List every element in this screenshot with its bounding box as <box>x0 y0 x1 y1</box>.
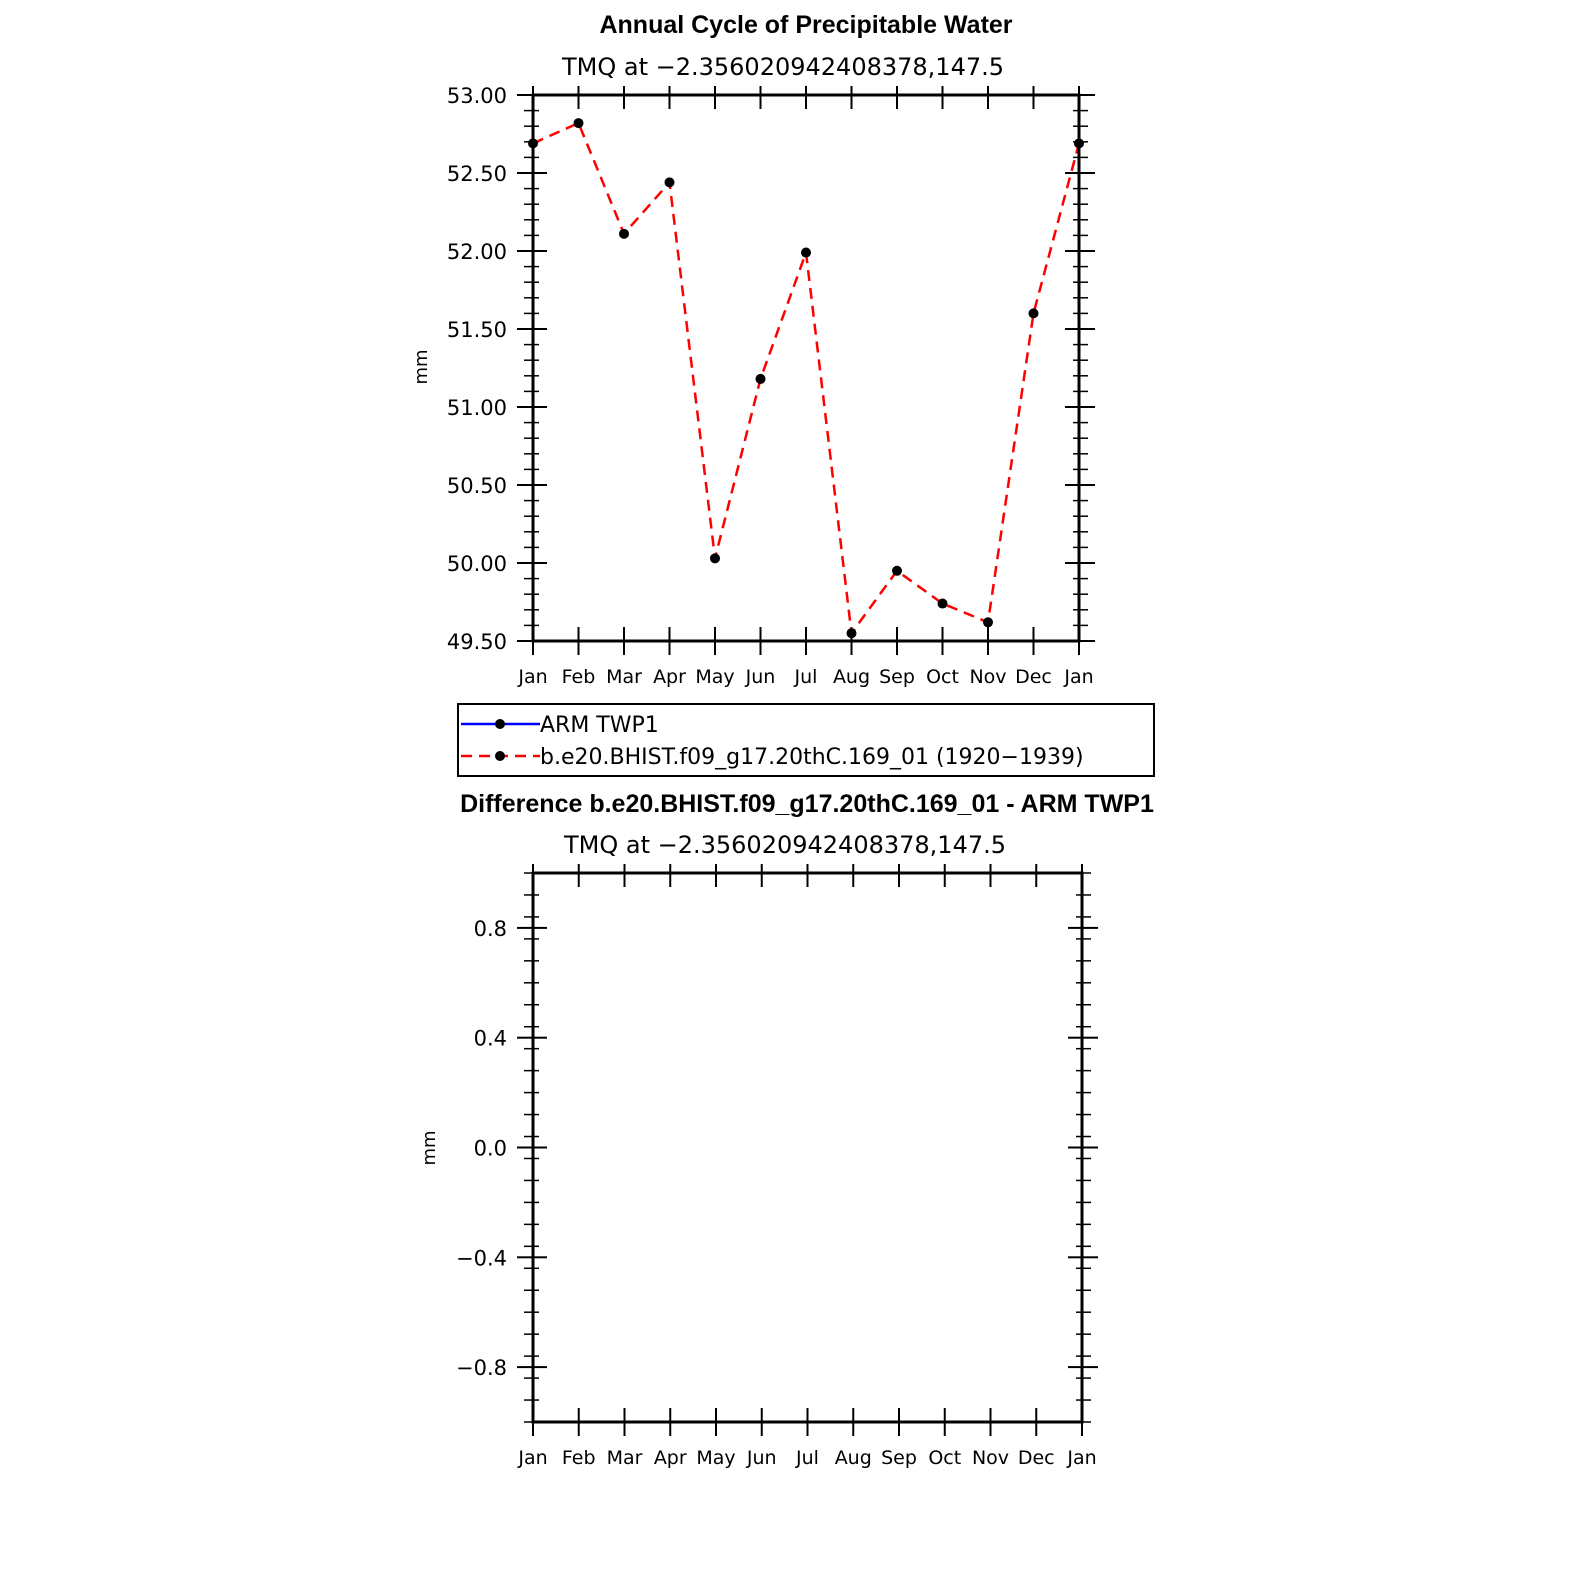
chart2-subtitle: TMQ at −2.356020942408378,147.5 <box>563 831 1007 859</box>
x-tick-label: May <box>696 1447 736 1469</box>
x-tick-label: Mar <box>606 1447 643 1469</box>
x-tick-label: Dec <box>1017 1447 1055 1469</box>
x-tick-label: Nov <box>971 1447 1010 1469</box>
chart2-plot-frame <box>533 873 1082 1422</box>
x-tick-label: May <box>695 666 735 688</box>
x-tick-label: Aug <box>834 1447 872 1469</box>
y-tick-label: 52.50 <box>446 162 507 186</box>
y-tick-label: 0.4 <box>473 1026 507 1051</box>
series-line-1 <box>533 123 1079 633</box>
data-point <box>983 617 993 627</box>
legend <box>458 704 1154 776</box>
data-point <box>710 553 720 563</box>
data-point <box>1029 308 1039 318</box>
legend-marker-arm-twp1 <box>495 719 505 729</box>
x-tick-label: Nov <box>969 666 1007 688</box>
y-tick-label: −0.4 <box>456 1246 507 1271</box>
x-tick-label: Aug <box>832 666 871 688</box>
chart1-y-tick-labels <box>447 84 507 654</box>
data-point <box>574 118 584 128</box>
chart1-title: Annual Cycle of Precipitable Water <box>599 11 1013 39</box>
x-tick-label: Jan <box>1067 1447 1097 1469</box>
y-tick-label: 53.00 <box>446 84 507 108</box>
x-tick-label: Jul <box>794 666 818 688</box>
y-tick-label: 50.50 <box>446 474 507 498</box>
data-point <box>892 566 902 576</box>
y-tick-label: 49.50 <box>446 630 507 654</box>
x-tick-label: Mar <box>606 666 642 688</box>
y-tick-label: −0.8 <box>456 1356 507 1381</box>
chart1-ylabel: mm <box>411 349 432 385</box>
y-tick-label: 0.8 <box>473 916 507 941</box>
difference-chart <box>419 790 1154 1469</box>
data-point <box>756 374 766 384</box>
legend-entry-model <box>461 745 1084 770</box>
x-tick-label: Sep <box>881 1447 917 1469</box>
x-tick-label: Apr <box>653 1447 687 1469</box>
chart2-x-tick-labels <box>517 1447 1096 1469</box>
legend-label-arm-twp1: ARM TWP1 <box>540 713 659 738</box>
x-tick-label: Oct <box>928 1447 962 1469</box>
y-tick-label: 50.00 <box>446 552 507 576</box>
data-point <box>665 177 675 187</box>
x-tick-label: Apr <box>653 666 686 688</box>
chart1-series <box>528 118 1084 638</box>
x-tick-label: Jan <box>518 666 548 688</box>
legend-label-model: b.e20.BHIST.f09_g17.20thC.169_01 (1920−1939) <box>540 745 1084 770</box>
x-tick-label: Jun <box>746 1447 777 1469</box>
x-tick-label: Jun <box>745 666 776 688</box>
x-tick-label: Dec <box>1015 666 1052 688</box>
x-tick-label: Jul <box>796 1447 819 1469</box>
x-tick-label: Sep <box>879 666 915 688</box>
chart2-ylabel: mm <box>419 1130 440 1166</box>
chart2-ticks <box>517 864 1098 1436</box>
x-tick-label: Feb <box>561 1447 596 1469</box>
x-tick-label: Feb <box>561 666 596 688</box>
y-tick-label: 0.0 <box>473 1136 507 1161</box>
data-point <box>938 599 948 609</box>
x-tick-label: Jan <box>1064 666 1094 688</box>
chart1-ticks <box>517 86 1095 655</box>
y-tick-label: 51.00 <box>446 396 507 420</box>
chart2-y-tick-labels <box>456 917 507 1380</box>
data-point <box>847 628 857 638</box>
data-point <box>619 229 629 239</box>
legend-marker-model <box>495 751 505 761</box>
data-point <box>801 248 811 258</box>
x-tick-label: Oct <box>926 666 959 688</box>
chart2-title: Difference b.e20.BHIST.f09_g17.20thC.169_01 - ARM TWP1 <box>460 790 1154 818</box>
y-tick-label: 52.00 <box>446 240 507 264</box>
chart1-subtitle: TMQ at −2.356020942408378,147.5 <box>561 53 1005 81</box>
precipitable-water-chart <box>411 11 1154 776</box>
y-tick-label: 51.50 <box>446 318 507 342</box>
chart1-x-tick-labels <box>517 666 1093 688</box>
x-tick-label: Jan <box>518 1447 548 1469</box>
